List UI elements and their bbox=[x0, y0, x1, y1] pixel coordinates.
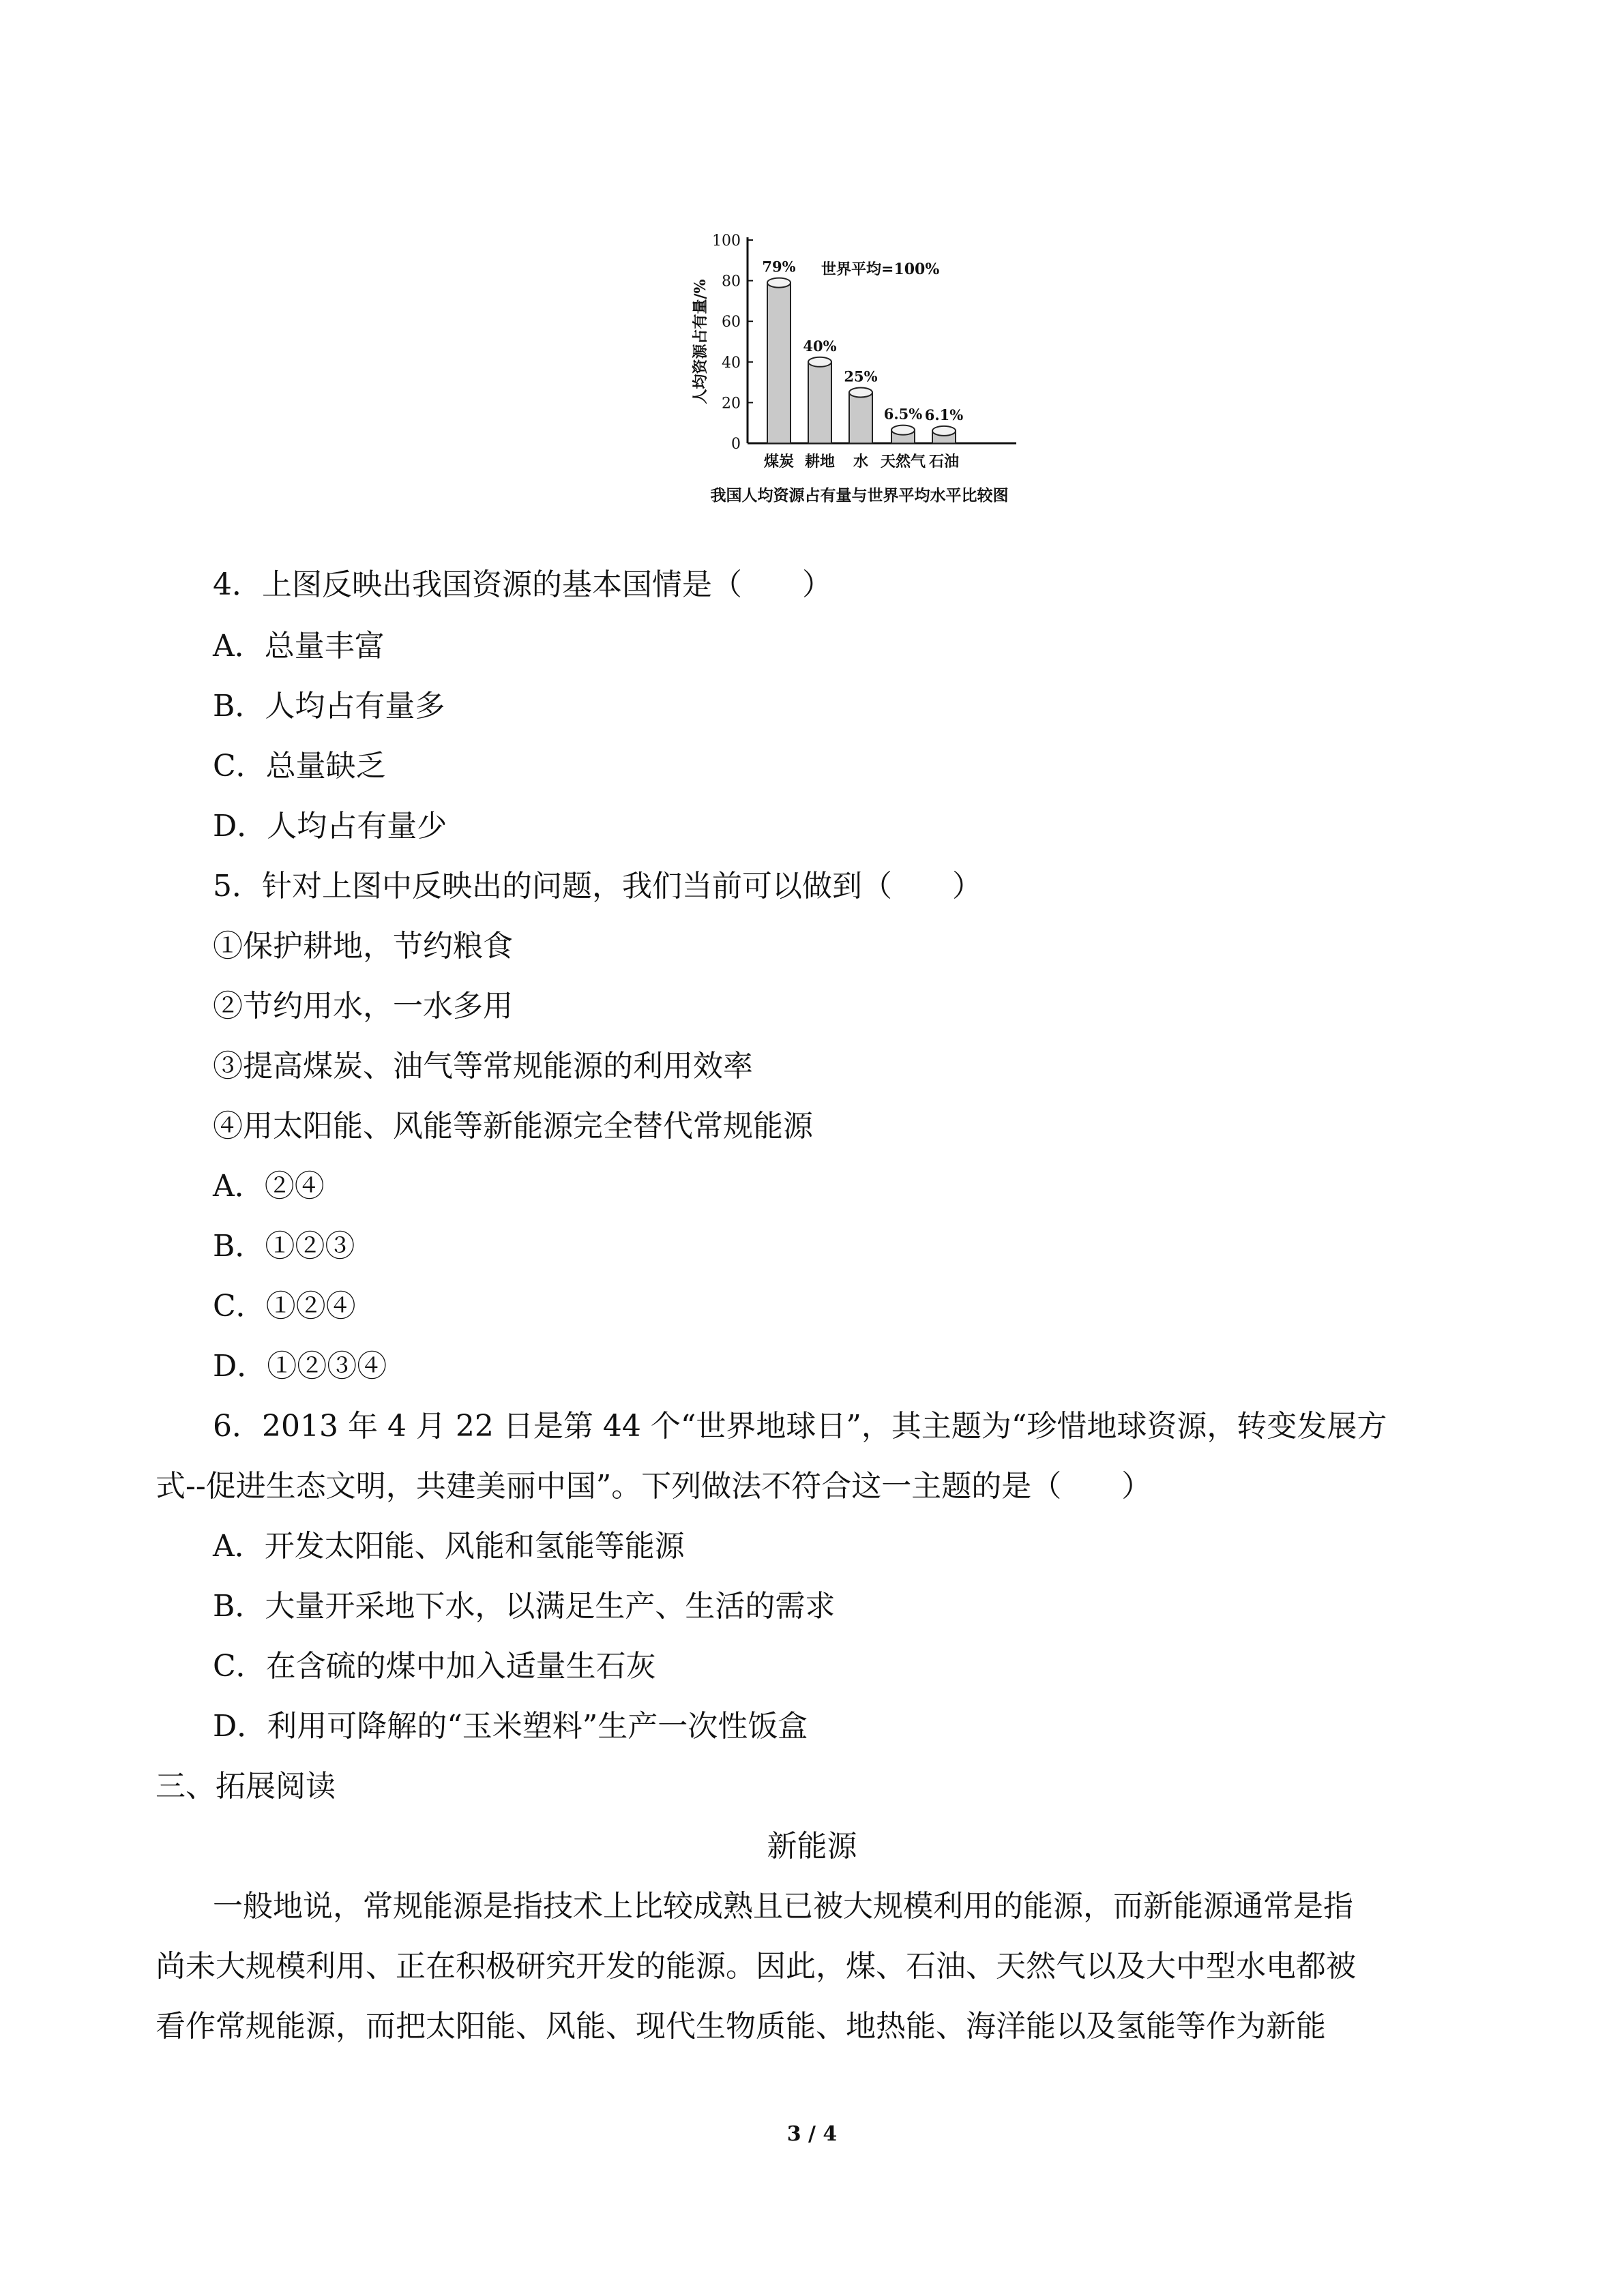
data-label-0: 79% bbox=[762, 258, 796, 275]
question-6-line-2: 式--促进生态文明，共建美丽中国”。下列做法不符合这一主题的是（ ） bbox=[156, 1469, 1152, 1504]
article-paragraph-line-3: 看作常规能源，而把太阳能、风能、现代生物质能、地热能、海洋能以及氢能等作为新能 bbox=[156, 2009, 1326, 2044]
resource-bar-chart bbox=[682, 225, 1037, 511]
data-label-1: 40% bbox=[803, 337, 837, 355]
q5-statement-3: ③提高煤炭、油气等常规能源的利用效率 bbox=[213, 1049, 753, 1084]
q6-option-b: B．大量开采地下水，以满足生产、生活的需求 bbox=[213, 1589, 836, 1624]
chart-annotation: 世界平均=100% bbox=[821, 260, 940, 278]
bar-top-4 bbox=[932, 426, 956, 436]
section-heading: 三、拓展阅读 bbox=[156, 1769, 336, 1804]
q5-option-b: B．①②③ bbox=[213, 1229, 355, 1264]
bar-2 bbox=[849, 393, 872, 444]
q5-statement-2: ②节约用水，一水多用 bbox=[213, 989, 513, 1024]
q5-option-d: D．①②③④ bbox=[213, 1349, 387, 1384]
question-5: 5．针对上图中反映出的问题，我们当前可以做到（ ） bbox=[213, 869, 982, 904]
y-tick-label: 40 bbox=[722, 354, 741, 372]
q5-option-a: A．②④ bbox=[213, 1169, 325, 1204]
q6-option-a: A．开发太阳能、风能和氢能等能源 bbox=[213, 1529, 685, 1564]
bar-top-2 bbox=[849, 388, 872, 398]
q6-option-c: C．在含硫的煤中加入适量生石灰 bbox=[213, 1649, 656, 1684]
category-label-0: 煤炭 bbox=[763, 453, 795, 471]
category-label-4: 石油 bbox=[928, 453, 960, 471]
data-label-3: 6.5% bbox=[883, 405, 923, 423]
bar-1 bbox=[808, 362, 831, 443]
article-paragraph-line-2: 尚未大规模利用、正在积极研究开发的能源。因此，煤、石油、天然气以及大中型水电都被 bbox=[156, 1949, 1356, 1984]
question-6-line-1: 6．2013 年 4 月 22 日是第 44 个“世界地球日”，其主题为“珍惜地球资源，转变发展方 bbox=[213, 1409, 1387, 1444]
article-title: 新能源 bbox=[767, 1829, 857, 1864]
y-axis-label: 人均资源占有量/% bbox=[692, 279, 709, 404]
q4-option-d: D．人均占有量少 bbox=[213, 809, 447, 844]
q6-option-d: D．利用可降解的“玉米塑料”生产一次性饭盒 bbox=[213, 1709, 808, 1744]
bar-top-0 bbox=[767, 278, 791, 288]
bar-0 bbox=[767, 283, 791, 443]
q4-option-c: C．总量缺乏 bbox=[213, 749, 386, 784]
question-4: 4．上图反映出我国资源的基本国情是（ ） bbox=[213, 567, 832, 602]
q5-statement-4: ④用太阳能、风能等新能源完全替代常规能源 bbox=[213, 1109, 813, 1144]
q5-option-c: C．①②④ bbox=[213, 1289, 356, 1324]
y-tick-label: 100 bbox=[712, 233, 741, 250]
y-tick-label: 60 bbox=[722, 314, 741, 331]
q5-statement-1: ①保护耕地，节约粮食 bbox=[213, 929, 513, 964]
chart-title: 我国人均资源占有量与世界平均水平比较图 bbox=[710, 486, 1009, 505]
article-paragraph-line-1: 一般地说，常规能源是指技术上比较成熟且已被大规模利用的能源，而新能源通常是指 bbox=[213, 1889, 1353, 1924]
page-number: 3 / 4 bbox=[786, 2122, 838, 2146]
data-label-2: 25% bbox=[844, 368, 878, 385]
data-label-4: 6.1% bbox=[924, 406, 964, 423]
q4-option-b: B．人均占有量多 bbox=[213, 689, 445, 724]
bar-top-3 bbox=[891, 426, 915, 435]
resource-chart bbox=[682, 225, 1037, 511]
category-label-2: 水 bbox=[853, 453, 869, 471]
y-tick-label: 20 bbox=[722, 395, 741, 413]
y-tick-label: 80 bbox=[722, 273, 741, 290]
y-tick-label: 0 bbox=[731, 436, 741, 453]
category-label-1: 耕地 bbox=[804, 453, 836, 471]
category-label-3: 天然气 bbox=[880, 453, 926, 471]
q4-option-a: A．总量丰富 bbox=[213, 629, 385, 664]
bar-top-1 bbox=[808, 357, 831, 367]
